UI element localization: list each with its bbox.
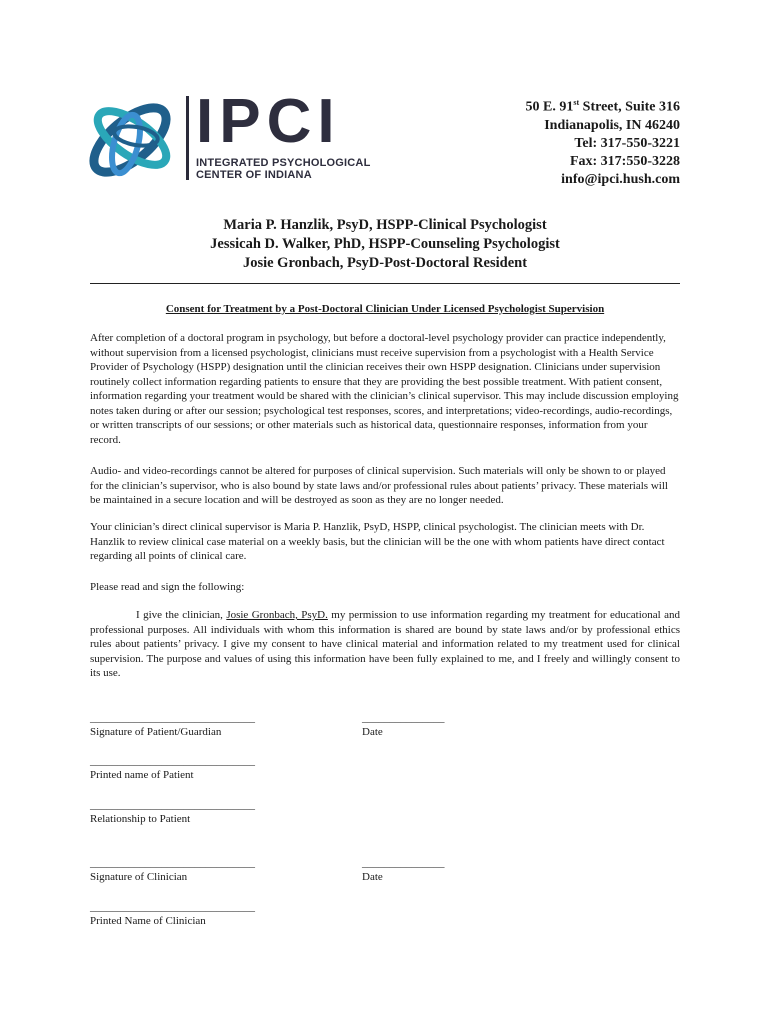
header-divider (90, 283, 680, 284)
patient-date-line[interactable]: _______________ (362, 712, 445, 724)
paragraph-supervision: After completion of a doctoral program in psychology, but before a doctoral-level psychology provider can practice independently, without supervision from a licensed psychologist, clinicians must receive supervision from a psychologist with a Health Service Provider of Psychology (HSPP) designation until the clinician receives their own HSPP designation. Clinicians under supervision routinely collect information regarding patients to ensure that they are providing the best possible treatment. With patient consent, information regarding your treatment would be shared with the clinician’s clinical supervisor. This may include discussion employing notes taken during or after our session; psychological test responses, scores, and interpretations; video-recordings, audio-recordings, or written transcripts of our sessions; or other materials such as historical data, questionnaire responses, information from your record. (90, 332, 679, 446)
address-block (526, 94, 680, 189)
relationship-line[interactable]: ______________________________ (90, 799, 255, 811)
clinician-name: Jessicah D. Walker, PhD, HSPP-Counseling Psychologist (210, 236, 560, 252)
clinician-date-line[interactable]: _______________ (362, 857, 445, 869)
clinician-name: Maria P. Hanzlik, PsyD, HSPP-Clinical Psychologist (223, 217, 547, 233)
clinician-signature-line[interactable]: ______________________________ (90, 857, 255, 869)
paragraph-recordings: Audio- and video-recordings cannot be altered for purposes of clinical supervision. Such materials will only be shown to or played for the clinician’s supervisor, who is also bound by state laws and/or professional rules about patients’ privacy. These materials will be maintained in a secure location and will be destroyed as soon as they are no longer needed. (90, 465, 668, 506)
clinician-name: Josie Gronbach, PsyD-Post-Doctoral Resident (242, 255, 528, 271)
clinician-date-label: Date (362, 871, 383, 883)
printed-name-patient-label: Printed name of Patient (90, 769, 194, 781)
logo-divider (186, 96, 189, 180)
address-tel: Tel: 317-550-3221 (574, 135, 680, 151)
consent-title: Consent for Treatment by a Post-Doctoral Clinician Under Licensed Psychologist Supervision (165, 303, 605, 315)
paragraph-supervisor: Your clinician’s direct clinical supervisor is Maria P. Hanzlik, PsyD, HSPP, clinical psychologist. The clinician meets with Dr. Hanzlik to review clinical case material on a weekly basis, but the clinician will be the one with whom patients have direct contact regarding all points of clinical care. (90, 521, 665, 562)
consent-statement: I give the clinician, Josie Gronbach, PsyD. my permission to use information regarding my treatment for educational and professional purposes. All individuals with whom this information is shared are bound by state laws and/or by professional ethics rules about patients’ privacy. I give my consent to have clinical material and information related to my treatment used for clinical supervision. The purpose and values of using this information have been fully explained to me, and I freely and willingly consent to its use. (90, 609, 680, 679)
address-fax: Fax: 317:550-3228 (569, 153, 680, 169)
paragraph-instruction: Please read and sign the following: (90, 581, 245, 593)
address-email: info@ipci.hush.com (561, 171, 680, 187)
logo-wordmark: IPCI (196, 87, 341, 156)
printed-name-clinician-label: Printed Name of Clinician (90, 915, 206, 927)
patient-date-label: Date (362, 726, 383, 738)
clinician-list (90, 216, 680, 273)
patient-signature-label: Signature of Patient/Guardian (90, 726, 222, 738)
patient-signature-line[interactable]: ______________________________ (90, 712, 255, 724)
consent-clinician-name: Josie Gronbach, PsyD. (226, 609, 328, 621)
logo-subtitle-line2: CENTER OF INDIANA (196, 169, 312, 181)
logo-subtitle-line1: INTEGRATED PSYCHOLOGICAL (196, 157, 371, 169)
clinician-signature-label: Signature of Clinician (90, 871, 188, 883)
address-street: 50 E. 91st Street, Suite 316 (525, 98, 680, 115)
printed-name-patient-line[interactable]: ______________________________ (90, 755, 255, 767)
ipci-logo-mark-icon (80, 90, 188, 190)
relationship-label: Relationship to Patient (90, 813, 191, 825)
address-city: Indianapolis, IN 46240 (544, 117, 680, 133)
printed-name-clinician-line[interactable]: ______________________________ (90, 901, 255, 913)
